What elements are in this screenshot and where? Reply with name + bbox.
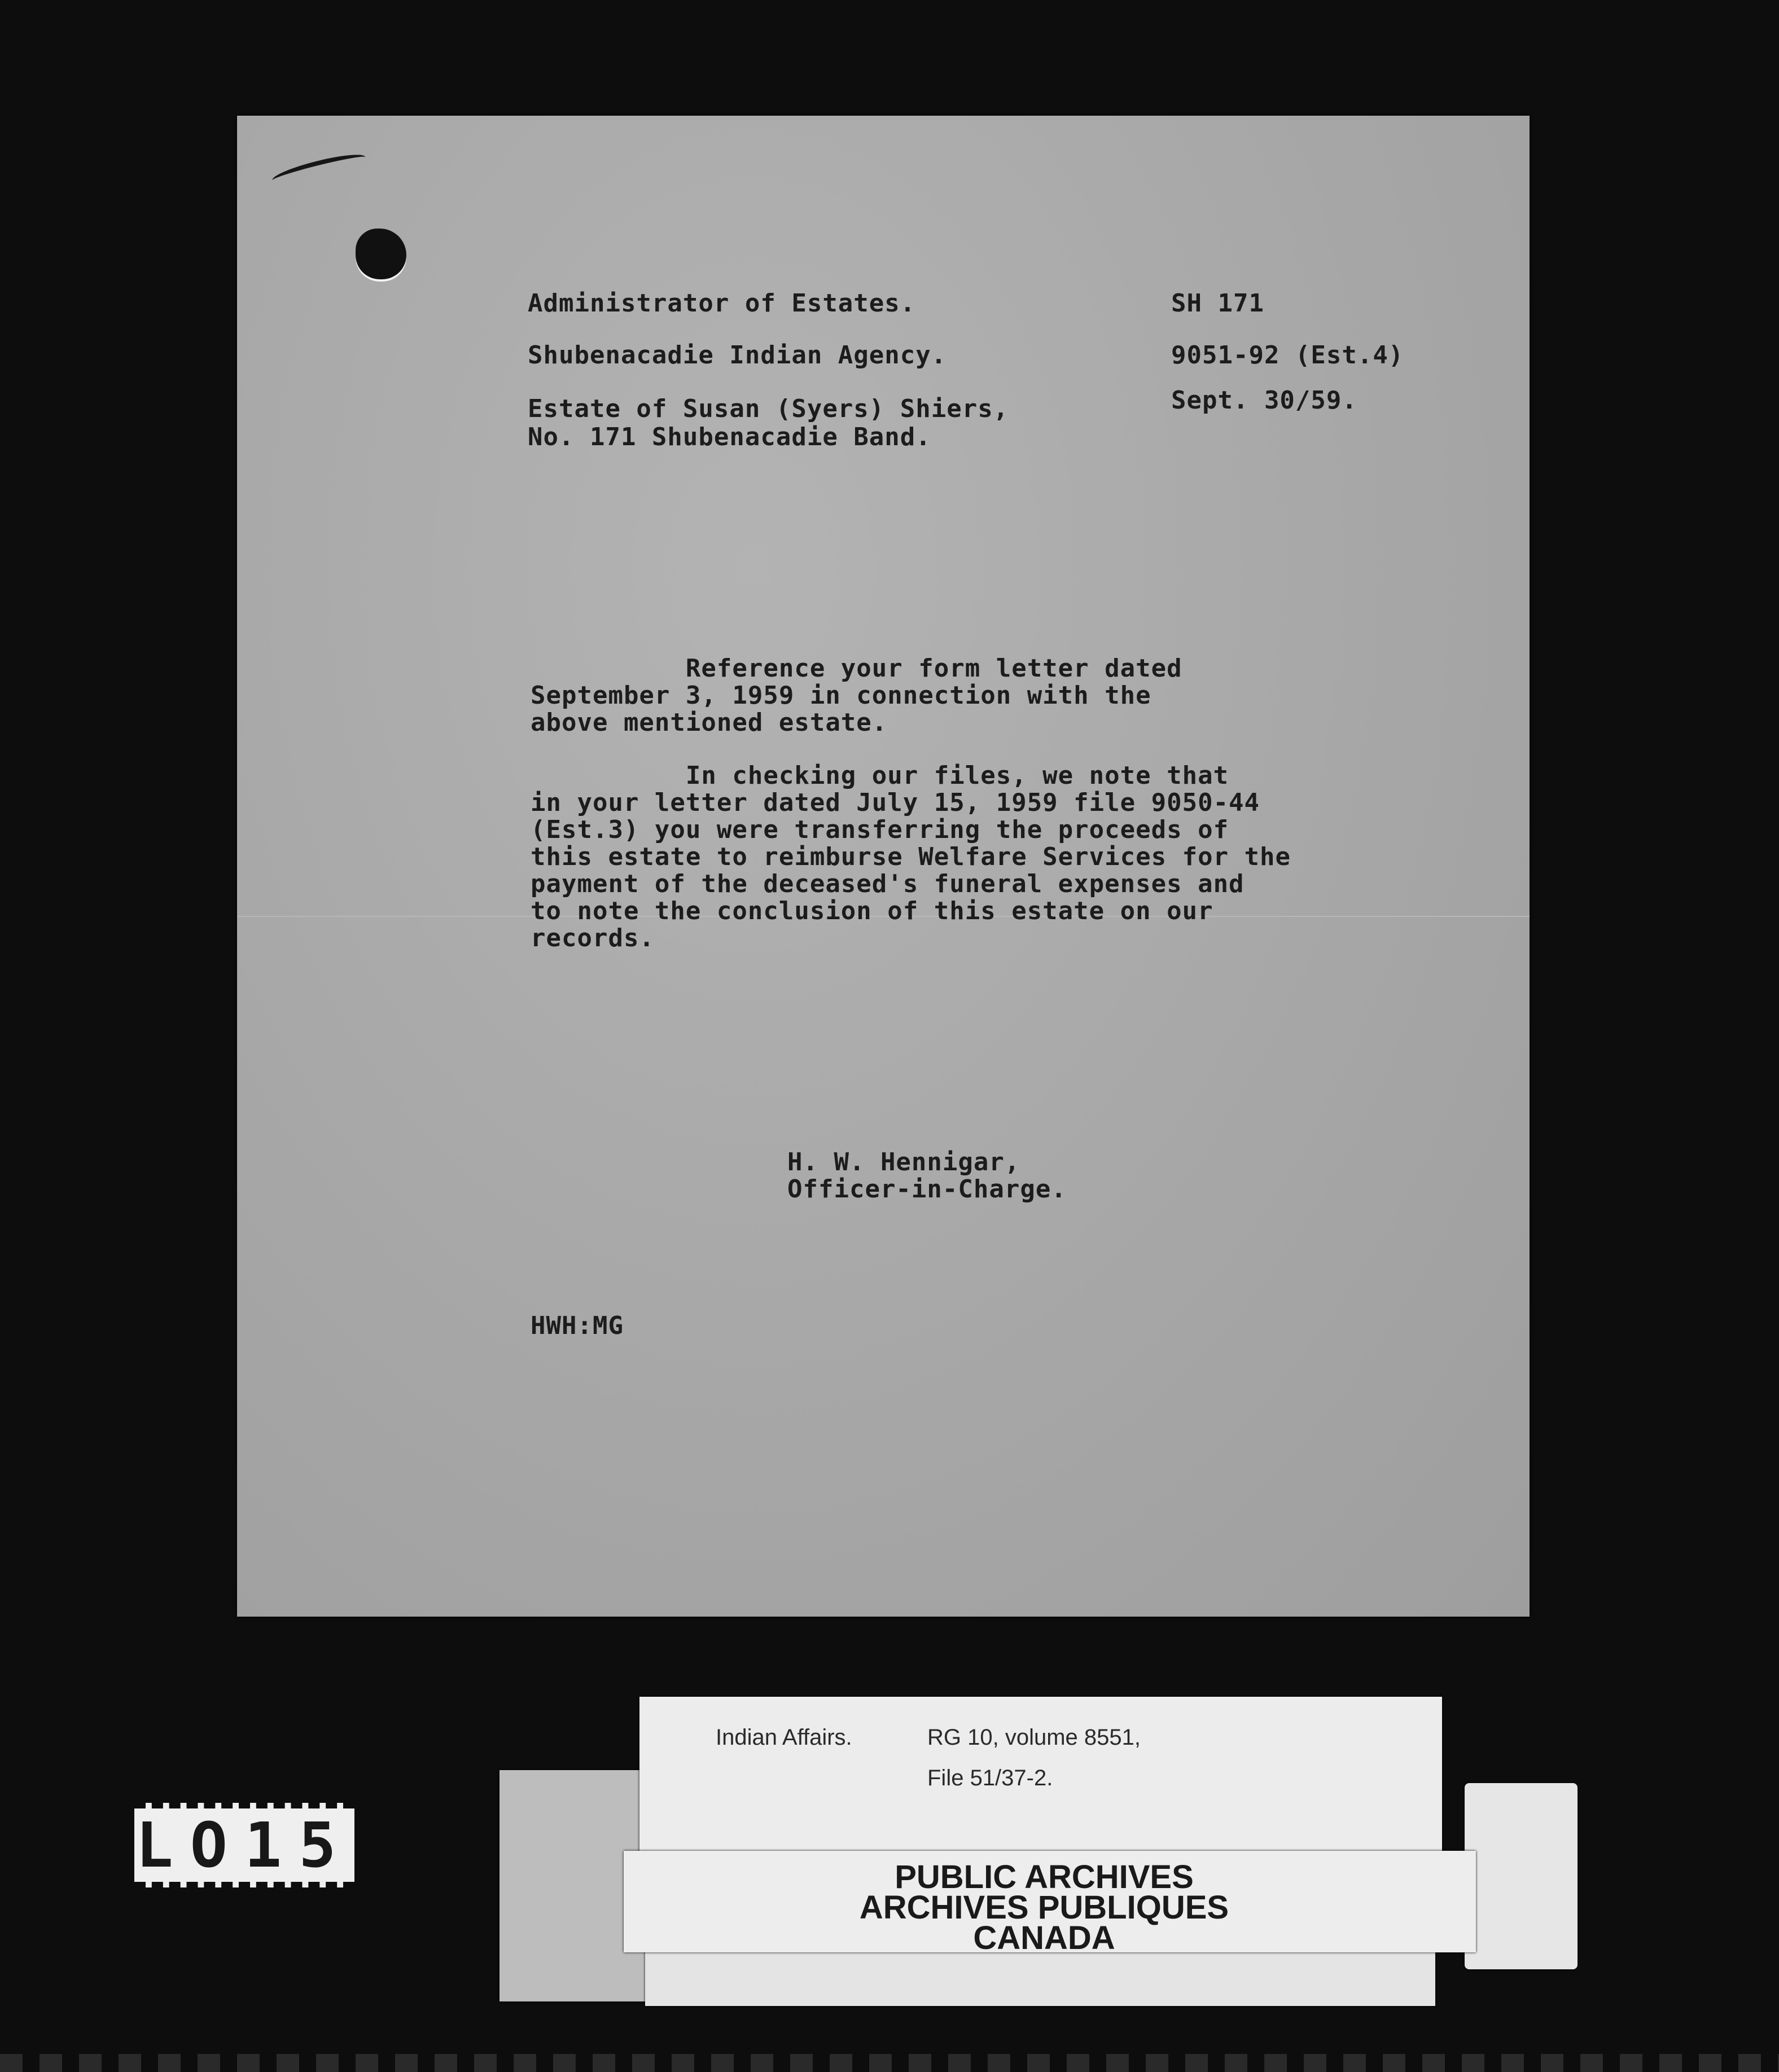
punch-hole bbox=[356, 229, 406, 279]
paragraph-1-line: Reference your form letter dated bbox=[531, 654, 1182, 683]
letter-page bbox=[237, 116, 1530, 1617]
film-edge-strip bbox=[0, 2054, 1779, 2072]
public-archives-stamp bbox=[624, 1859, 1465, 1956]
archive-reference-card bbox=[639, 1697, 1442, 1855]
paragraph-1-line: September 3, 1959 in connection with the bbox=[531, 681, 1151, 710]
reference-number: 9051-92 (Est.4) bbox=[1171, 341, 1404, 370]
frame-number-text: LO15 bbox=[135, 1809, 353, 1881]
paragraph-1-line: above mentioned estate. bbox=[531, 708, 888, 737]
signature-title: Officer-in-Charge. bbox=[787, 1175, 1067, 1204]
paragraph-2-line: records. bbox=[531, 924, 655, 952]
reference-file: SH 171 bbox=[1171, 289, 1264, 318]
file-label: File 51/37-2. bbox=[927, 1766, 1053, 1790]
signature-name: H. W. Hennigar, bbox=[787, 1148, 1020, 1177]
paragraph-2-line: this estate to reimburse Welfare Services for the bbox=[531, 842, 1291, 871]
recipient-line: Administrator of Estates. bbox=[528, 289, 916, 318]
department-label: Indian Affairs. bbox=[716, 1725, 852, 1750]
subject-line-2: No. 171 Shubenacadie Band. bbox=[528, 423, 931, 451]
letter-date: Sept. 30/59. bbox=[1171, 386, 1357, 415]
paragraph-2-line: to note the conclusion of this estate on our bbox=[531, 897, 1213, 925]
paragraph-2-line: payment of the deceased's funeral expenses and bbox=[531, 870, 1245, 898]
subject-line-1: Estate of Susan (Syers) Shiers, bbox=[528, 394, 1009, 423]
paragraph-2-line: in your letter dated July 15, 1959 file 9050-44 bbox=[531, 788, 1260, 817]
stamp-line-1: PUBLIC ARCHIVES bbox=[895, 1859, 1194, 1895]
sender-line: Shubenacadie Indian Agency. bbox=[528, 341, 947, 370]
typist-initials: HWH:MG bbox=[531, 1311, 624, 1340]
paragraph-2-line: (Est.3) you were transferring the proceeds of bbox=[531, 815, 1229, 844]
stamp-line-3: CANADA bbox=[973, 1920, 1115, 1956]
paragraph-2-line: In checking our files, we note that bbox=[531, 761, 1229, 790]
label-tab bbox=[1465, 1783, 1578, 1969]
volume-label: RG 10, volume 8551, bbox=[927, 1725, 1141, 1750]
stamp-line-2: ARCHIVES PUBLIQUES bbox=[859, 1889, 1229, 1926]
film-frame-number bbox=[134, 1803, 354, 1887]
torn-corner bbox=[270, 150, 367, 188]
